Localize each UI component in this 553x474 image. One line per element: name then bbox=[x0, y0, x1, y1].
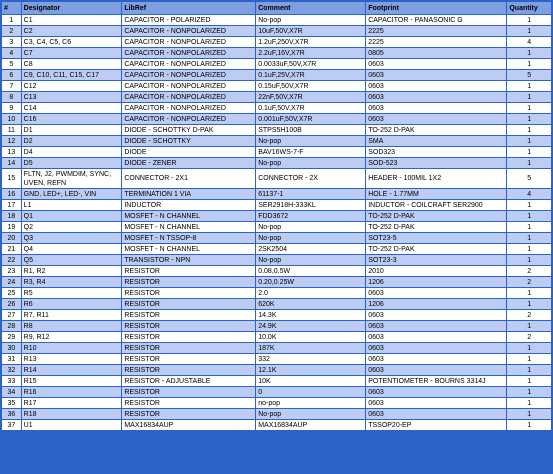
cell-footprint: 0603 bbox=[366, 70, 506, 80]
cell-number: 4 bbox=[2, 48, 21, 58]
table-row[interactable] bbox=[2, 189, 551, 199]
cell-designator: C12 bbox=[22, 81, 122, 91]
cell-quantity: 1 bbox=[507, 211, 551, 221]
cell-designator: C9, C10, C11, C15, C17 bbox=[22, 70, 122, 80]
cell-comment: 0.08,0.5W bbox=[256, 266, 365, 276]
cell-number: 16 bbox=[2, 189, 21, 199]
cell-comment: 0 bbox=[256, 387, 365, 397]
cell-footprint: SOT23-3 bbox=[366, 255, 506, 265]
cell-quantity: 1 bbox=[507, 48, 551, 58]
cell-comment: No-pop bbox=[256, 158, 365, 168]
cell-footprint: 0603 bbox=[366, 398, 506, 408]
cell-designator: C8 bbox=[22, 59, 122, 69]
cell-quantity: 1 bbox=[507, 92, 551, 102]
cell-comment: 0.001uF,50V,X7R bbox=[256, 114, 365, 124]
cell-libref: RESISTOR - ADJUSTABLE bbox=[122, 376, 255, 386]
cell-libref: RESISTOR bbox=[122, 266, 255, 276]
cell-footprint: SOD323 bbox=[366, 147, 506, 157]
table-row[interactable] bbox=[2, 48, 551, 58]
cell-footprint: TO-252 D-PAK bbox=[366, 222, 506, 232]
cell-number: 9 bbox=[2, 103, 21, 113]
cell-footprint: 0603 bbox=[366, 288, 506, 298]
table-row[interactable] bbox=[2, 387, 551, 397]
table-row[interactable] bbox=[2, 70, 551, 80]
cell-designator: C16 bbox=[22, 114, 122, 124]
cell-quantity: 2 bbox=[507, 277, 551, 287]
cell-libref: RESISTOR bbox=[122, 365, 255, 375]
cell-footprint: 0603 bbox=[366, 310, 506, 320]
cell-libref: CAPACITOR - NONPOLARIZED bbox=[122, 37, 255, 47]
cell-comment: MAX16834AUP bbox=[256, 420, 365, 430]
cell-comment: No-pop bbox=[256, 222, 365, 232]
cell-designator: R9, R12 bbox=[22, 332, 122, 342]
cell-libref: DIODE - SCHOTTKY D-PAK bbox=[122, 125, 255, 135]
cell-number: 32 bbox=[2, 365, 21, 375]
cell-number: 26 bbox=[2, 299, 21, 309]
cell-footprint: 2010 bbox=[366, 266, 506, 276]
cell-comment: 24.9K bbox=[256, 321, 365, 331]
cell-footprint: 0603 bbox=[366, 81, 506, 91]
cell-footprint: 0603 bbox=[366, 354, 506, 364]
cell-number: 2 bbox=[2, 26, 21, 36]
cell-quantity: 1 bbox=[507, 299, 551, 309]
cell-quantity: 1 bbox=[507, 321, 551, 331]
cell-number: 17 bbox=[2, 200, 21, 210]
cell-designator: D5 bbox=[22, 158, 122, 168]
cell-quantity: 2 bbox=[507, 332, 551, 342]
cell-number: 8 bbox=[2, 92, 21, 102]
table-row[interactable] bbox=[2, 409, 551, 419]
cell-libref: RESISTOR bbox=[122, 310, 255, 320]
cell-comment: No-pop bbox=[256, 233, 365, 243]
cell-quantity: 4 bbox=[507, 189, 551, 199]
cell-footprint: 1206 bbox=[366, 299, 506, 309]
table-row[interactable] bbox=[2, 136, 551, 146]
cell-designator: Q2 bbox=[22, 222, 122, 232]
cell-quantity: 1 bbox=[507, 81, 551, 91]
cell-quantity: 1 bbox=[507, 200, 551, 210]
table-row[interactable] bbox=[2, 81, 551, 91]
table-row[interactable] bbox=[2, 288, 551, 298]
column-header-designator[interactable]: Designator bbox=[22, 2, 122, 14]
cell-designator: R14 bbox=[22, 365, 122, 375]
table-row[interactable] bbox=[2, 222, 551, 232]
cell-designator: C14 bbox=[22, 103, 122, 113]
table-row[interactable] bbox=[2, 398, 551, 408]
cell-quantity: 5 bbox=[507, 70, 551, 80]
cell-designator: R18 bbox=[22, 409, 122, 419]
cell-footprint: SOT23-5 bbox=[366, 233, 506, 243]
cell-quantity: 1 bbox=[507, 136, 551, 146]
cell-footprint: 0603 bbox=[366, 321, 506, 331]
cell-footprint: INDUCTOR - COILCRAFT SER2900 bbox=[366, 200, 506, 210]
cell-quantity: 1 bbox=[507, 15, 551, 25]
table-row[interactable] bbox=[2, 321, 551, 331]
cell-designator: C13 bbox=[22, 92, 122, 102]
cell-comment: 0.15uF,50V,X7R bbox=[256, 81, 365, 91]
cell-libref: RESISTOR bbox=[122, 354, 255, 364]
table-row[interactable] bbox=[2, 343, 551, 353]
cell-number: 1 bbox=[2, 15, 21, 25]
column-header-footprint[interactable]: Footprint bbox=[366, 2, 506, 14]
cell-designator: R16 bbox=[22, 387, 122, 397]
cell-libref: TERMINATION 1 VIA bbox=[122, 189, 255, 199]
cell-comment: No-pop bbox=[256, 409, 365, 419]
cell-designator: R17 bbox=[22, 398, 122, 408]
cell-comment: BAV16WS-7-F bbox=[256, 147, 365, 157]
cell-footprint: SMA bbox=[366, 136, 506, 146]
cell-libref: RESISTOR bbox=[122, 321, 255, 331]
table-row[interactable] bbox=[2, 37, 551, 47]
cell-quantity: 1 bbox=[507, 147, 551, 157]
cell-number: 30 bbox=[2, 343, 21, 353]
table-row[interactable] bbox=[2, 158, 551, 168]
cell-footprint: 2225 bbox=[366, 37, 506, 47]
column-header-number[interactable]: # bbox=[2, 2, 21, 14]
cell-footprint: 0603 bbox=[366, 387, 506, 397]
cell-comment: 2.0 bbox=[256, 288, 365, 298]
cell-designator: FLTN, J2, PWMDIM, SYNC, UVEN, REFN bbox=[22, 169, 122, 188]
column-header-quantity[interactable]: Quantity bbox=[507, 2, 551, 14]
cell-designator: U1 bbox=[22, 420, 122, 430]
cell-libref: RESISTOR bbox=[122, 343, 255, 353]
cell-libref: MOSFET - N CHANNEL bbox=[122, 244, 255, 254]
cell-libref: RESISTOR bbox=[122, 332, 255, 342]
cell-comment: No-pop bbox=[256, 15, 365, 25]
cell-quantity: 1 bbox=[507, 387, 551, 397]
cell-footprint: 0603 bbox=[366, 343, 506, 353]
table-row[interactable] bbox=[2, 255, 551, 265]
table-row[interactable] bbox=[2, 233, 551, 243]
cell-footprint: TO-252 D-PAK bbox=[366, 244, 506, 254]
cell-libref: MAX16834AUP bbox=[122, 420, 255, 430]
table-row[interactable] bbox=[2, 59, 551, 69]
cell-comment: 10.0K bbox=[256, 332, 365, 342]
cell-quantity: 1 bbox=[507, 354, 551, 364]
cell-libref: CAPACITOR - NONPOLARIZED bbox=[122, 103, 255, 113]
cell-comment: 0.20,0.25W bbox=[256, 277, 365, 287]
table-row[interactable] bbox=[2, 266, 551, 276]
cell-designator: GND, LED+, LED-, VIN bbox=[22, 189, 122, 199]
cell-designator: C7 bbox=[22, 48, 122, 58]
table-row[interactable] bbox=[2, 365, 551, 375]
cell-footprint: HOLE - 1.77MM bbox=[366, 189, 506, 199]
cell-footprint: CAPACITOR - PANASONIC G bbox=[366, 15, 506, 25]
cell-footprint: POTENTIOMETER - BOURNS 3314J bbox=[366, 376, 506, 386]
cell-number: 19 bbox=[2, 222, 21, 232]
table-row[interactable] bbox=[2, 244, 551, 254]
table-row[interactable] bbox=[2, 92, 551, 102]
cell-quantity: 1 bbox=[507, 398, 551, 408]
cell-quantity: 1 bbox=[507, 158, 551, 168]
cell-comment: 2SK2504 bbox=[256, 244, 365, 254]
cell-number: 31 bbox=[2, 354, 21, 364]
cell-footprint: TO-252 D-PAK bbox=[366, 211, 506, 221]
table-row[interactable] bbox=[2, 277, 551, 287]
cell-libref: CAPACITOR - POLARIZED bbox=[122, 15, 255, 25]
cell-designator: D4 bbox=[22, 147, 122, 157]
cell-libref: RESISTOR bbox=[122, 277, 255, 287]
cell-comment: SER2918H-333KL bbox=[256, 200, 365, 210]
cell-libref: CAPACITOR - NONPOLARIZED bbox=[122, 59, 255, 69]
table-row[interactable] bbox=[2, 147, 551, 157]
cell-comment: No-pop bbox=[256, 255, 365, 265]
cell-comment: 332 bbox=[256, 354, 365, 364]
cell-libref: MOSFET - N TSSOP-8 bbox=[122, 233, 255, 243]
cell-libref: CAPACITOR - NONPOLARIZED bbox=[122, 92, 255, 102]
cell-designator: R7, R11 bbox=[22, 310, 122, 320]
cell-footprint: 2225 bbox=[366, 26, 506, 36]
cell-number: 20 bbox=[2, 233, 21, 243]
cell-quantity: 2 bbox=[507, 310, 551, 320]
table-row[interactable] bbox=[2, 420, 551, 430]
cell-quantity: 1 bbox=[507, 125, 551, 135]
cell-footprint: 1206 bbox=[366, 277, 506, 287]
cell-designator: R1, R2 bbox=[22, 266, 122, 276]
cell-quantity: 1 bbox=[507, 420, 551, 430]
cell-designator: C3, C4, C5, C6 bbox=[22, 37, 122, 47]
cell-designator: Q3 bbox=[22, 233, 122, 243]
cell-designator: R3, R4 bbox=[22, 277, 122, 287]
cell-footprint: 0603 bbox=[366, 332, 506, 342]
cell-comment: 10K bbox=[256, 376, 365, 386]
cell-quantity: 1 bbox=[507, 255, 551, 265]
cell-number: 5 bbox=[2, 59, 21, 69]
cell-libref: RESISTOR bbox=[122, 409, 255, 419]
cell-number: 36 bbox=[2, 409, 21, 419]
cell-number: 21 bbox=[2, 244, 21, 254]
cell-footprint: TO-252 D-PAK bbox=[366, 125, 506, 135]
table-row[interactable] bbox=[2, 376, 551, 386]
cell-footprint: SOD-523 bbox=[366, 158, 506, 168]
table-row[interactable] bbox=[2, 114, 551, 124]
cell-footprint: TSSOP20-EP bbox=[366, 420, 506, 430]
cell-number: 10 bbox=[2, 114, 21, 124]
cell-footprint: 0603 bbox=[366, 114, 506, 124]
cell-designator: R8 bbox=[22, 321, 122, 331]
cell-libref: DIODE - ZENER bbox=[122, 158, 255, 168]
cell-libref: RESISTOR bbox=[122, 288, 255, 298]
cell-number: 25 bbox=[2, 288, 21, 298]
cell-designator: R10 bbox=[22, 343, 122, 353]
cell-comment: 0.1uF,50V,X7R bbox=[256, 103, 365, 113]
cell-comment: 0.0033uF,50V,X7R bbox=[256, 59, 365, 69]
cell-comment: 10uF,50V,X7R bbox=[256, 26, 365, 36]
cell-number: 27 bbox=[2, 310, 21, 320]
cell-libref: CONNECTOR - 2X1 bbox=[122, 169, 255, 188]
cell-libref: RESISTOR bbox=[122, 387, 255, 397]
cell-designator: C1 bbox=[22, 15, 122, 25]
table-row[interactable] bbox=[2, 310, 551, 320]
cell-footprint: HEADER - 100MIL 1X2 bbox=[366, 169, 506, 188]
cell-footprint: 0603 bbox=[366, 409, 506, 419]
cell-quantity: 1 bbox=[507, 114, 551, 124]
cell-comment: CONNECTOR - 2X bbox=[256, 169, 365, 188]
cell-libref: CAPACITOR - NONPOLARIZED bbox=[122, 114, 255, 124]
cell-comment: STPS5H100B bbox=[256, 125, 365, 135]
cell-designator: C2 bbox=[22, 26, 122, 36]
cell-number: 13 bbox=[2, 147, 21, 157]
cell-comment: 12.1K bbox=[256, 365, 365, 375]
cell-libref: RESISTOR bbox=[122, 398, 255, 408]
cell-number: 14 bbox=[2, 158, 21, 168]
cell-quantity: 1 bbox=[507, 222, 551, 232]
cell-designator: D2 bbox=[22, 136, 122, 146]
cell-quantity: 1 bbox=[507, 365, 551, 375]
cell-comment: FDD3672 bbox=[256, 211, 365, 221]
cell-designator: L1 bbox=[22, 200, 122, 210]
cell-number: 6 bbox=[2, 70, 21, 80]
cell-comment: 620K bbox=[256, 299, 365, 309]
cell-number: 7 bbox=[2, 81, 21, 91]
header-row bbox=[2, 2, 551, 14]
cell-libref: MOSFET - N CHANNEL bbox=[122, 222, 255, 232]
cell-designator: D1 bbox=[22, 125, 122, 135]
cell-quantity: 1 bbox=[507, 26, 551, 36]
cell-libref: CAPACITOR - NONPOLARIZED bbox=[122, 48, 255, 58]
cell-number: 37 bbox=[2, 420, 21, 430]
cell-footprint: 0603 bbox=[366, 365, 506, 375]
cell-designator: R6 bbox=[22, 299, 122, 309]
cell-comment: No-pop bbox=[256, 136, 365, 146]
cell-libref: MOSFET - N CHANNEL bbox=[122, 211, 255, 221]
cell-libref: INDUCTOR bbox=[122, 200, 255, 210]
cell-footprint: 0603 bbox=[366, 92, 506, 102]
cell-number: 29 bbox=[2, 332, 21, 342]
cell-footprint: 0805 bbox=[366, 48, 506, 58]
cell-number: 15 bbox=[2, 169, 21, 188]
cell-designator: Q1 bbox=[22, 211, 122, 221]
column-header-libref[interactable]: LibRef bbox=[122, 2, 255, 14]
table-row[interactable] bbox=[2, 169, 551, 188]
cell-comment: 187K bbox=[256, 343, 365, 353]
cell-libref: CAPACITOR - NONPOLARIZED bbox=[122, 81, 255, 91]
table-row[interactable] bbox=[2, 15, 551, 25]
cell-designator: Q5 bbox=[22, 255, 122, 265]
cell-quantity: 1 bbox=[507, 59, 551, 69]
cell-number: 18 bbox=[2, 211, 21, 221]
bom-table bbox=[1, 1, 552, 431]
table-row[interactable] bbox=[2, 299, 551, 309]
cell-comment: 22nF,50V,X7R bbox=[256, 92, 365, 102]
table-row[interactable] bbox=[2, 103, 551, 113]
cell-number: 11 bbox=[2, 125, 21, 135]
cell-designator: Q4 bbox=[22, 244, 122, 254]
cell-comment: 1.2uF,250V,X7R bbox=[256, 37, 365, 47]
cell-quantity: 1 bbox=[507, 233, 551, 243]
cell-number: 34 bbox=[2, 387, 21, 397]
cell-comment: no-pop bbox=[256, 398, 365, 408]
cell-designator: R5 bbox=[22, 288, 122, 298]
cell-quantity: 1 bbox=[507, 288, 551, 298]
cell-number: 33 bbox=[2, 376, 21, 386]
cell-footprint: 0603 bbox=[366, 59, 506, 69]
cell-libref: DIODE - SCHOTTKY bbox=[122, 136, 255, 146]
cell-number: 3 bbox=[2, 37, 21, 47]
cell-libref: CAPACITOR - NONPOLARIZED bbox=[122, 70, 255, 80]
table-row[interactable] bbox=[2, 200, 551, 210]
cell-libref: DIODE bbox=[122, 147, 255, 157]
cell-number: 22 bbox=[2, 255, 21, 265]
cell-quantity: 1 bbox=[507, 103, 551, 113]
table-row[interactable] bbox=[2, 354, 551, 364]
table-row[interactable] bbox=[2, 211, 551, 221]
table-row[interactable] bbox=[2, 125, 551, 135]
cell-quantity: 1 bbox=[507, 376, 551, 386]
cell-libref: TRANSISTOR - NPN bbox=[122, 255, 255, 265]
table-row[interactable] bbox=[2, 26, 551, 36]
cell-quantity: 5 bbox=[507, 169, 551, 188]
cell-number: 24 bbox=[2, 277, 21, 287]
cell-libref: RESISTOR bbox=[122, 299, 255, 309]
cell-quantity: 4 bbox=[507, 37, 551, 47]
cell-comment: 61137-1 bbox=[256, 189, 365, 199]
cell-libref: CAPACITOR - NONPOLARIZED bbox=[122, 26, 255, 36]
cell-quantity: 1 bbox=[507, 343, 551, 353]
cell-comment: 14.3K bbox=[256, 310, 365, 320]
cell-comment: 2.2uF,16V,X7R bbox=[256, 48, 365, 58]
cell-designator: R15 bbox=[22, 376, 122, 386]
table-row[interactable] bbox=[2, 332, 551, 342]
column-header-comment[interactable]: Comment bbox=[256, 2, 365, 14]
cell-number: 28 bbox=[2, 321, 21, 331]
cell-quantity: 1 bbox=[507, 409, 551, 419]
cell-comment: 0.1uF,25V,X7R bbox=[256, 70, 365, 80]
cell-number: 12 bbox=[2, 136, 21, 146]
cell-quantity: 2 bbox=[507, 266, 551, 276]
cell-footprint: 0603 bbox=[366, 103, 506, 113]
cell-quantity: 1 bbox=[507, 244, 551, 254]
cell-designator: R13 bbox=[22, 354, 122, 364]
cell-number: 23 bbox=[2, 266, 21, 276]
cell-number: 35 bbox=[2, 398, 21, 408]
bom-table-body bbox=[2, 15, 551, 430]
